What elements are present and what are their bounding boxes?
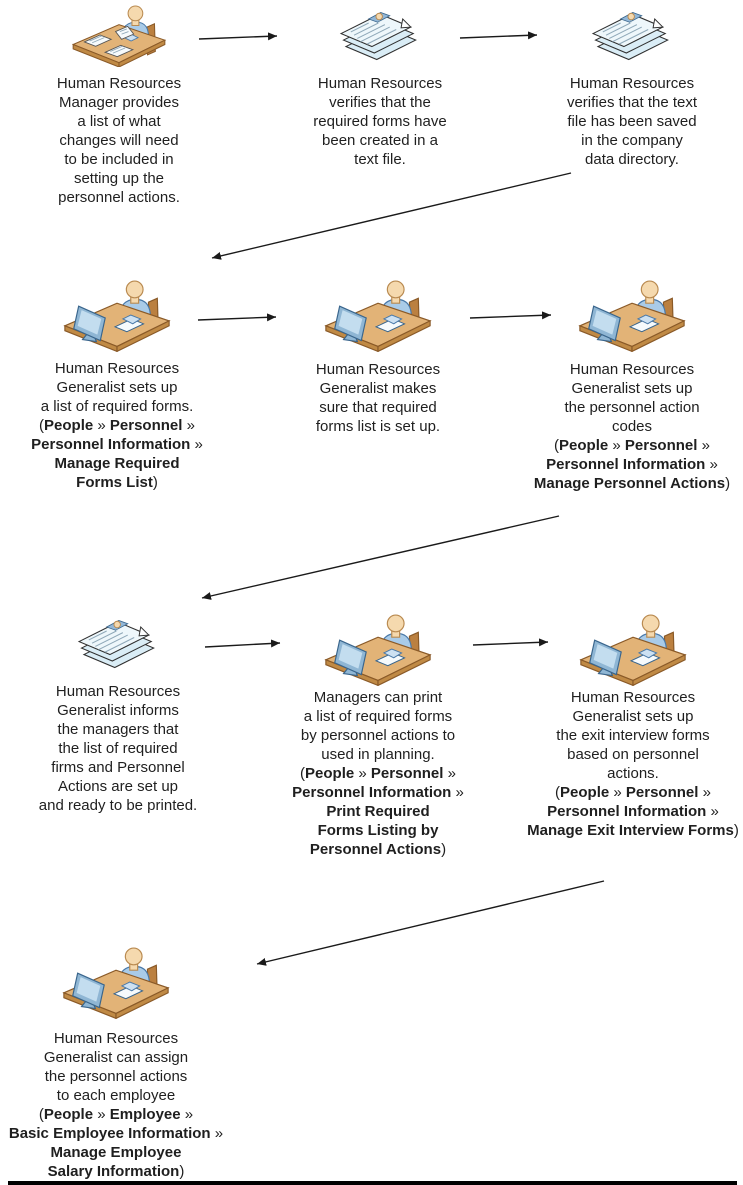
step-text-line: Manager provides xyxy=(58,94,180,111)
step-text-line: Salary Information) xyxy=(47,1163,185,1180)
step-text-line: sure that required xyxy=(319,399,437,416)
step-text-line: Personnel Actions) xyxy=(309,841,447,858)
step-text-line: Personnel Information » xyxy=(547,803,719,820)
person-computer-icon xyxy=(58,278,176,352)
step-text-line: to be included in xyxy=(64,151,174,168)
step-text-line: firms and Personnel xyxy=(51,759,185,776)
step-text-line: Human Resources xyxy=(570,689,696,706)
step-text-line: Manage Personnel Actions) xyxy=(533,475,731,492)
person-computer-icon xyxy=(319,612,437,686)
step-text-line: (People » Personnel » xyxy=(300,765,456,782)
step-text-line: (People » Employee » xyxy=(38,1106,194,1123)
step-text-line: Human Resources xyxy=(56,75,182,92)
flow-arrow-step-4-to-step-5 xyxy=(198,317,276,320)
documents-icon xyxy=(68,614,168,674)
step-text-line: verifies that the xyxy=(329,94,431,111)
flow-arrow-step-8-to-step-9 xyxy=(473,642,548,645)
flow-arrow-step-5-to-step-6 xyxy=(470,315,551,318)
step-text-line: actions. xyxy=(607,765,659,782)
step-text-line: to each employee xyxy=(56,1087,176,1104)
flow-arrow-step-7-to-step-8 xyxy=(205,643,280,647)
step-text-line: the personnel action xyxy=(564,399,700,416)
step-text-line: Personnel Information » xyxy=(546,456,718,473)
step-text-line: a list of required forms xyxy=(303,708,453,725)
step-text-line: Human Resources xyxy=(569,361,695,378)
step-text-line: text file. xyxy=(354,151,406,168)
step-text-line: the list of required xyxy=(58,740,178,757)
step-text-line: Generalist informs xyxy=(57,702,179,719)
step-description xyxy=(0,1029,266,1181)
step-text-line: Forms Listing by xyxy=(317,822,439,839)
step-text-line: codes xyxy=(611,418,653,435)
step-text-line: personnel actions. xyxy=(58,189,180,206)
step-text-line: Generalist sets up xyxy=(572,708,694,725)
step-text-line: (People » Personnel » xyxy=(39,417,195,434)
step-text-line: a list of required forms. xyxy=(40,398,194,415)
person-computer-icon xyxy=(574,612,692,686)
step-text-line: forms list is set up. xyxy=(315,418,441,435)
step-text-line: the exit interview forms xyxy=(556,727,710,744)
step-text-line: Generalist sets up xyxy=(571,380,693,397)
step-text-line: by personnel actions to xyxy=(300,727,456,744)
step-description xyxy=(0,359,267,492)
step-text-line: Manage Exit Interview Forms) xyxy=(527,822,739,839)
step-text-line: data directory. xyxy=(585,151,679,168)
step-text-line: Personnel Information » xyxy=(292,784,464,801)
step-text-line: the managers that xyxy=(57,721,179,738)
documents-icon xyxy=(330,6,430,66)
step-text-line: Generalist makes xyxy=(319,380,437,397)
step-text-line: (People » Personnel » xyxy=(555,784,711,801)
step-text-line: Human Resources xyxy=(317,75,443,92)
step-text-line: Generalist can assign xyxy=(43,1049,189,1066)
flow-arrow-step-1-to-step-2 xyxy=(199,36,277,39)
person-computer-icon xyxy=(573,278,691,352)
step-text-line: Forms List) xyxy=(76,474,158,491)
step-text-line: Basic Employee Information » xyxy=(8,1125,224,1142)
step-text-line: the personnel actions xyxy=(44,1068,188,1085)
documents-icon xyxy=(582,6,682,66)
step-text-line: Human Resources xyxy=(569,75,695,92)
step-text-line: required forms have xyxy=(313,113,447,130)
step-text-line: been created in a xyxy=(322,132,438,149)
step-text-line: file has been saved xyxy=(567,113,697,130)
flow-arrow-step-9-to-step-10 xyxy=(257,881,604,964)
step-text-line: Personnel Information » xyxy=(31,436,203,453)
step-text-line: based on personnel xyxy=(567,746,699,763)
step-text-line: in the company xyxy=(581,132,683,149)
step-text-line: and ready to be printed. xyxy=(38,797,198,814)
step-text-line: changes will need xyxy=(59,132,179,149)
bottom-crop-line xyxy=(8,1181,737,1185)
flow-arrow-step-6-to-step-7 xyxy=(202,516,559,598)
step-text-line: Actions are set up xyxy=(57,778,179,795)
step-description xyxy=(0,74,269,207)
step-text-line: Managers can print xyxy=(313,689,443,706)
step-text-line: verifies that the text xyxy=(566,94,698,111)
step-text-line: Human Resources xyxy=(53,1030,179,1047)
person-computer-icon xyxy=(57,945,175,1019)
flow-arrow-step-2-to-step-3 xyxy=(460,35,537,38)
step-text-line: Human Resources xyxy=(55,683,181,700)
step-text-line: (People » Personnel » xyxy=(554,437,710,454)
step-description xyxy=(482,360,743,493)
step-text-line: Generalist sets up xyxy=(56,379,178,396)
step-text-line: Print Required xyxy=(326,803,430,820)
step-description xyxy=(483,688,743,840)
step-text-line: Manage Required xyxy=(54,455,180,472)
step-text-line: Manage Employee xyxy=(50,1144,182,1161)
person-computer-icon xyxy=(319,278,437,352)
step-description xyxy=(482,74,743,169)
step-text-line: Human Resources xyxy=(315,361,441,378)
step-text-line: a list of what xyxy=(77,113,161,130)
step-text-line: Human Resources xyxy=(54,360,180,377)
person-desk-icon xyxy=(63,3,175,67)
step-text-line: used in planning. xyxy=(321,746,435,763)
step-text-line: setting up the xyxy=(73,170,165,187)
